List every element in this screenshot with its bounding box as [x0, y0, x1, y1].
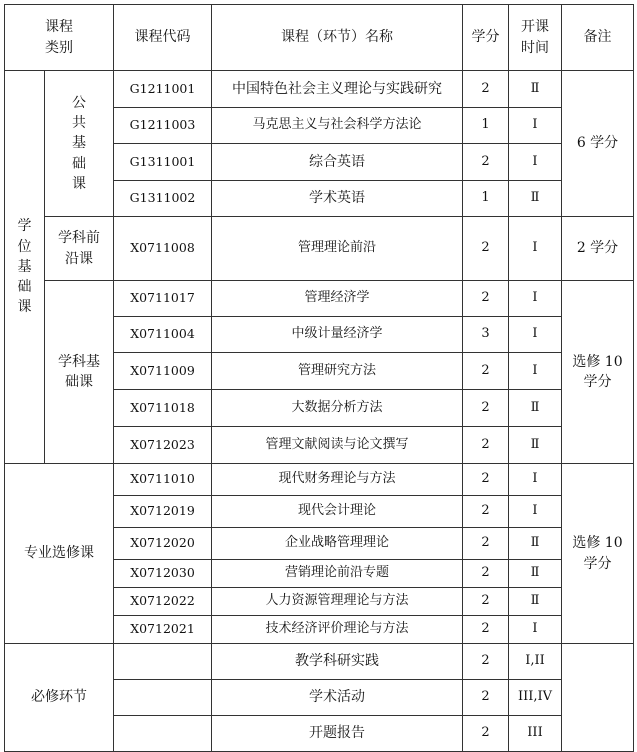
course-term: Ⅰ — [509, 281, 562, 317]
course-name: 人力资源管理理论与方法 — [212, 588, 463, 616]
course-name: 管理理论前沿 — [212, 217, 463, 281]
course-credit: 1 — [463, 181, 509, 217]
course-name: 管理经济学 — [212, 281, 463, 317]
course-code: X0711008 — [114, 217, 212, 281]
course-code: X0711018 — [114, 390, 212, 427]
course-code: X0711017 — [114, 281, 212, 317]
course-name: 现代财务理论与方法 — [212, 464, 463, 496]
course-credit: 2 — [463, 144, 509, 181]
course-credit: 2 — [463, 644, 509, 680]
course-term: Ⅰ — [509, 464, 562, 496]
group-public-basic: 公 共 基 础 课 — [45, 71, 114, 217]
course-term: Ⅱ — [509, 560, 562, 588]
course-term: Ⅰ — [509, 217, 562, 281]
course-term: Ⅰ — [509, 353, 562, 390]
course-name: 管理研究方法 — [212, 353, 463, 390]
course-credit: 2 — [463, 716, 509, 752]
course-name: 学术英语 — [212, 181, 463, 217]
course-term: I,II — [509, 644, 562, 680]
course-code: X0711004 — [114, 317, 212, 353]
course-term: Ⅰ — [509, 496, 562, 528]
course-credit: 2 — [463, 427, 509, 464]
course-name: 学术活动 — [212, 680, 463, 716]
course-credit: 2 — [463, 464, 509, 496]
course-term: III,IV — [509, 680, 562, 716]
group-required: 必修环节 — [5, 644, 114, 752]
group-frontier: 学科前 沿课 — [45, 217, 114, 281]
course-term: Ⅰ — [509, 144, 562, 181]
course-name: 马克思主义与社会科学方法论 — [212, 108, 463, 144]
course-name: 中国特色社会主义理论与实践研究 — [212, 71, 463, 108]
course-code — [114, 680, 212, 716]
course-term: Ⅱ — [509, 588, 562, 616]
group-subject-basic: 学科基 础课 — [45, 281, 114, 464]
course-term: Ⅱ — [509, 390, 562, 427]
course-name: 大数据分析方法 — [212, 390, 463, 427]
header-row — [5, 5, 634, 71]
course-name: 现代会计理论 — [212, 496, 463, 528]
note-public: 6 学分 — [562, 71, 634, 217]
course-code — [114, 716, 212, 752]
note-subject: 选修 10 学分 — [562, 281, 634, 464]
course-credit: 2 — [463, 390, 509, 427]
course-credit: 2 — [463, 680, 509, 716]
course-code: X0712020 — [114, 528, 212, 560]
course-term: Ⅰ — [509, 317, 562, 353]
course-credit: 2 — [463, 71, 509, 108]
course-term: Ⅱ — [509, 528, 562, 560]
note-required — [562, 644, 634, 752]
course-name: 技术经济评价理论与方法 — [212, 616, 463, 644]
note-frontier: 2 学分 — [562, 217, 634, 281]
table-row — [5, 71, 634, 108]
header-note: 备注 — [562, 5, 634, 71]
course-code: X0711009 — [114, 353, 212, 390]
course-term: Ⅱ — [509, 181, 562, 217]
course-credit: 2 — [463, 560, 509, 588]
group-degree-basic: 学 位 基 础 课 — [5, 71, 45, 464]
course-name: 教学科研实践 — [212, 644, 463, 680]
course-credit: 3 — [463, 317, 509, 353]
course-name: 营销理论前沿专题 — [212, 560, 463, 588]
header-category: 课程 类别 — [5, 5, 114, 71]
curriculum-table — [4, 4, 634, 752]
note-elective: 选修 10 学分 — [562, 464, 634, 644]
course-code: X0711010 — [114, 464, 212, 496]
course-term: Ⅱ — [509, 427, 562, 464]
course-code: G1211003 — [114, 108, 212, 144]
table-row — [5, 464, 634, 496]
course-credit: 2 — [463, 353, 509, 390]
course-term: III — [509, 716, 562, 752]
header-name: 课程（环节）名称 — [212, 5, 463, 71]
course-name: 企业战略管理理论 — [212, 528, 463, 560]
course-term: Ⅱ — [509, 71, 562, 108]
course-name: 开题报告 — [212, 716, 463, 752]
course-code: X0712021 — [114, 616, 212, 644]
table-row — [5, 217, 634, 281]
course-code: X0712030 — [114, 560, 212, 588]
course-name: 管理文献阅读与论文撰写 — [212, 427, 463, 464]
course-term: Ⅰ — [509, 616, 562, 644]
course-code: G1311001 — [114, 144, 212, 181]
course-credit: 2 — [463, 588, 509, 616]
course-credit: 1 — [463, 108, 509, 144]
header-credit: 学分 — [463, 5, 509, 71]
header-term: 开课 时间 — [509, 5, 562, 71]
course-code: G1311002 — [114, 181, 212, 217]
course-credit: 2 — [463, 616, 509, 644]
table-row — [5, 644, 634, 680]
course-credit: 2 — [463, 281, 509, 317]
table-row — [5, 281, 634, 317]
course-code: X0712022 — [114, 588, 212, 616]
course-name: 中级计量经济学 — [212, 317, 463, 353]
course-credit: 2 — [463, 217, 509, 281]
course-code: G1211001 — [114, 71, 212, 108]
course-code: X0712023 — [114, 427, 212, 464]
course-name: 综合英语 — [212, 144, 463, 181]
header-code: 课程代码 — [114, 5, 212, 71]
course-credit: 2 — [463, 496, 509, 528]
course-term: Ⅰ — [509, 108, 562, 144]
course-code: X0712019 — [114, 496, 212, 528]
group-elective: 专业选修课 — [5, 464, 114, 644]
course-code — [114, 644, 212, 680]
course-credit: 2 — [463, 528, 509, 560]
